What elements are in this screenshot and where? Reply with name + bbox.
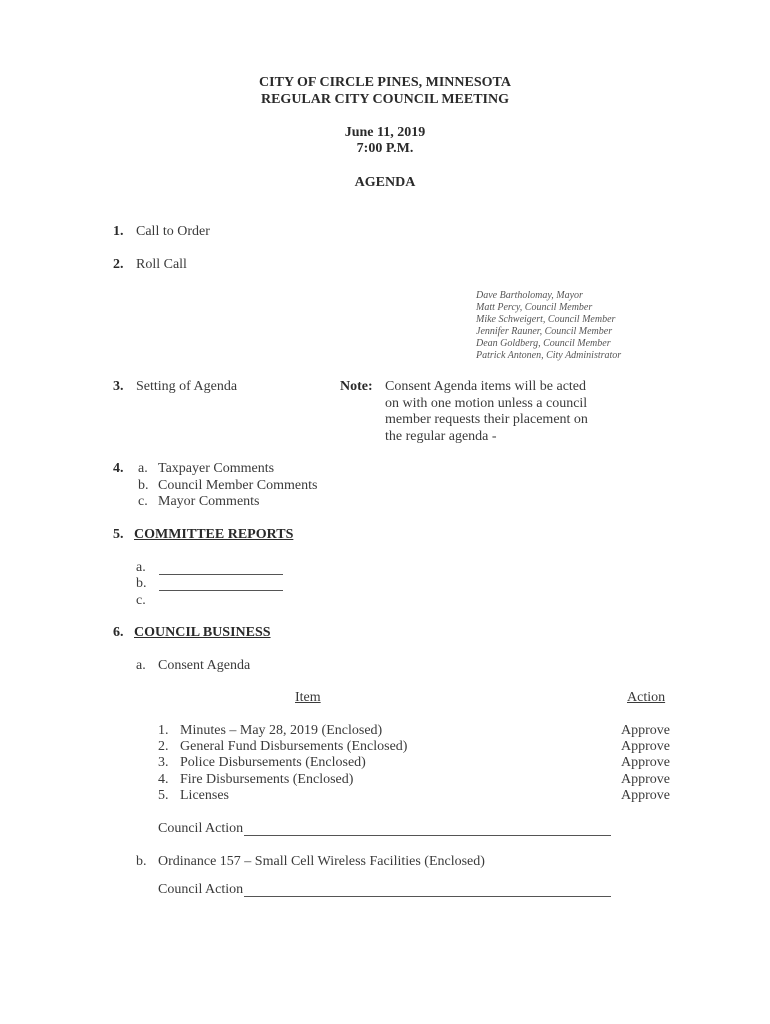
item-number-2: 2. — [113, 257, 124, 272]
committee-blank-a — [159, 574, 283, 575]
consent-letter: a. — [136, 658, 146, 673]
note-line-4: the regular agenda - — [385, 429, 497, 444]
committee-letter-b: b. — [136, 576, 147, 591]
consent-row-action: Approve — [621, 723, 670, 738]
note-label: Note: — [340, 379, 373, 394]
committee-reports-heading: COMMITTEE REPORTS — [134, 527, 294, 542]
mayor-comments: Mayor Comments — [158, 494, 260, 509]
item-number-3: 3. — [113, 379, 124, 394]
ordinance-157: Ordinance 157 – Small Cell Wireless Facilities (Enclosed) — [158, 854, 485, 869]
consent-row-num: 2. — [158, 739, 169, 754]
comment-letter-a: a. — [138, 461, 148, 476]
roll-call: Roll Call — [136, 257, 187, 272]
item-number-5: 5. — [113, 527, 124, 542]
item-number-6: 6. — [113, 625, 124, 640]
ordinance-letter: b. — [136, 854, 147, 869]
note-line-1: Consent Agenda items will be acted — [385, 379, 587, 394]
consent-row-action: Approve — [621, 739, 670, 754]
roll-member-2: Matt Percy, Council Member — [476, 302, 593, 313]
meeting-time: 7:00 P.M. — [356, 141, 414, 156]
consent-row-text: General Fund Disbursements (Enclosed) — [180, 739, 408, 754]
note-line-3: member requests their placement on — [385, 412, 588, 427]
meeting-type: REGULAR CITY COUNCIL MEETING — [260, 92, 509, 107]
consent-row-action: Approve — [621, 755, 670, 770]
consent-row-num: 1. — [158, 723, 169, 738]
committee-blank-b — [159, 590, 283, 591]
comment-letter-b: b. — [138, 478, 149, 493]
council-action-label: Council Action — [158, 821, 244, 836]
city-name: CITY OF CIRCLE PINES, MINNESOTA — [259, 75, 511, 90]
consent-row-text: Police Disbursements (Enclosed) — [180, 755, 366, 770]
page-title: AGENDA — [354, 175, 416, 190]
roll-member-4: Jennifer Rauner, Council Member — [476, 326, 613, 337]
consent-row-text: Licenses — [180, 788, 229, 803]
taxpayer-comments: Taxpayer Comments — [158, 461, 275, 476]
note-line-2: on with one motion unless a council — [385, 396, 588, 411]
committee-letter-a: a. — [136, 560, 146, 575]
council-business-heading: COUNCIL BUSINESS — [134, 625, 271, 640]
item-number-1: 1. — [113, 224, 124, 239]
roll-member-3: Mike Schweigert, Council Member — [476, 314, 616, 325]
item-number-4: 4. — [113, 461, 124, 476]
roll-member-5: Dean Goldberg, Council Member — [476, 338, 611, 349]
meeting-date: June 11, 2019 — [344, 125, 426, 140]
roll-member-6: Patrick Antonen, City Administrator — [476, 350, 622, 361]
council-member-comments: Council Member Comments — [158, 478, 318, 493]
item-column-header: Item — [295, 690, 321, 705]
consent-row-num: 4. — [158, 772, 169, 787]
consent-row-num: 5. — [158, 788, 169, 803]
council-action-blank — [244, 835, 611, 836]
setting-of-agenda: Setting of Agenda — [136, 379, 238, 394]
council-action-label: Council Action — [158, 882, 244, 897]
call-to-order: Call to Order — [136, 224, 210, 239]
consent-row-num: 3. — [158, 755, 169, 770]
consent-agenda-label: Consent Agenda — [158, 658, 251, 673]
consent-row-text: Minutes – May 28, 2019 (Enclosed) — [180, 723, 383, 738]
committee-letter-c: c. — [136, 593, 146, 608]
consent-row-text: Fire Disbursements (Enclosed) — [180, 772, 354, 787]
consent-row-action: Approve — [621, 788, 670, 803]
consent-row-action: Approve — [621, 772, 670, 787]
comment-letter-c: c. — [138, 494, 148, 509]
council-action-blank — [244, 896, 611, 897]
action-column-header: Action — [627, 690, 666, 705]
roll-member-1: Dave Bartholomay, Mayor — [476, 290, 583, 301]
